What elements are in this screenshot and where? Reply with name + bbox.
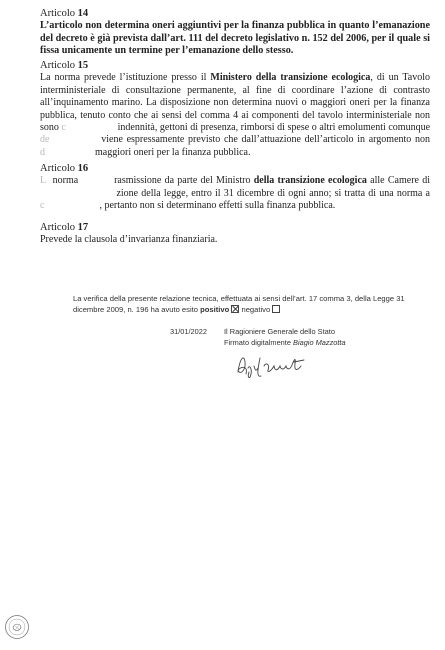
article-17-body bbox=[40, 234, 430, 246]
article-16-line-1c: rasmissione da parte del Ministro bbox=[114, 175, 254, 187]
article-15-line-2: interministeriale di consultazione permanente, al fine di coordinare l’azione di contrasto bbox=[40, 84, 430, 96]
article-17-title bbox=[40, 222, 430, 234]
article-15-line-1a: La norma prevede l’istituzione presso il bbox=[40, 72, 211, 84]
article-16-body bbox=[40, 175, 430, 212]
positive-checkbox bbox=[231, 305, 239, 313]
article-14-line-3: unicamente un termine per l’emanazione dello stesso. bbox=[61, 45, 294, 57]
handwritten-signature bbox=[234, 348, 314, 384]
article-15-line-5b: indennità, gettoni di presenza, rimborsi di spese o altri emolumenti comunque bbox=[117, 122, 431, 134]
article-16-title bbox=[40, 163, 430, 175]
article-15-number: 15 bbox=[77, 60, 89, 71]
article-15-title bbox=[40, 60, 430, 72]
article-14 bbox=[40, 8, 430, 58]
article-14-title bbox=[40, 8, 430, 20]
article-17-line-1: Prevede la clausola d’invarianza finanziaria. bbox=[40, 234, 218, 246]
article-16-line-1a: L bbox=[40, 175, 47, 187]
verification-line-1: La verifica della presente relazione tecnica, effettuata ai sensi dell’art. 17 comma 3, della Legge 31 bbox=[73, 294, 405, 303]
article-16-line-3b: , pertanto non si determinano effetti sulla finanza pubblica. bbox=[99, 200, 336, 212]
article-15-line-7a: d bbox=[40, 146, 45, 158]
article-14-line-2: decreto è già prevista dall’art. 111 del decreto legislativo n. 152 del 2006, per il quale si fissa bbox=[40, 32, 431, 57]
article-17-number: 17 bbox=[77, 222, 89, 233]
article-14-body bbox=[40, 20, 430, 57]
article-16-line-1b: norma bbox=[52, 175, 82, 187]
article-15-line-5a: c bbox=[61, 122, 66, 134]
positive-label: positivo bbox=[200, 304, 230, 314]
signature-date: 31/01/2022 bbox=[170, 327, 207, 336]
signatory-role: Il Ragioniere Generale dello Stato bbox=[224, 327, 335, 336]
article-14-prefix: Articolo bbox=[40, 8, 75, 19]
article-15-line-3: all’inquinamento marino. La disposizione non determina nuovi o maggiori oneri per la finanza bbox=[40, 97, 430, 109]
article-15-body bbox=[40, 72, 430, 159]
article-15-line-6a: de bbox=[40, 134, 50, 146]
verification-line-2: dicembre 2009, n. 196 ha avuto esito bbox=[73, 304, 198, 314]
seal-icon bbox=[4, 614, 30, 640]
article-15-line-1b: , di un Tavolo bbox=[370, 72, 430, 84]
article-16-line-3a: c bbox=[40, 200, 45, 212]
article-15-line-6b: viene espressamente previsto che dall’attuazione dell’articolo in argomento non bbox=[101, 134, 430, 146]
article-16-line-2: zione della legge, entro il 31 dicembre di ogni anno; si tratta di una norma a bbox=[116, 187, 430, 199]
article-14-line-1: L’articolo non determina oneri aggiuntivi per la finanza pubblica in quanto l’emanazione del bbox=[40, 20, 430, 44]
article-16-prefix: Articolo bbox=[40, 163, 75, 174]
article-15 bbox=[40, 60, 430, 159]
article-16-number: 16 bbox=[77, 163, 89, 174]
article-15-prefix: Articolo bbox=[40, 60, 75, 71]
article-16-line-1d: alle Camere di bbox=[366, 175, 431, 187]
article-16-ministry: della transizione ecologica bbox=[253, 175, 367, 187]
article-17 bbox=[40, 222, 430, 247]
article-15-ministry: Ministero della transizione ecologica bbox=[210, 72, 371, 84]
article-15-line-7b: maggiori oneri per la finanza pubblica. bbox=[95, 146, 251, 158]
negative-label: negativo bbox=[241, 304, 271, 314]
signatory-block bbox=[224, 327, 424, 348]
article-14-number: 14 bbox=[77, 8, 89, 19]
article-16 bbox=[40, 163, 430, 213]
verification-statement bbox=[73, 294, 423, 315]
signatory-name: Biagio Mazzotta bbox=[293, 337, 346, 347]
article-17-prefix: Articolo bbox=[40, 222, 75, 233]
negative-checkbox bbox=[272, 305, 280, 313]
article-15-line-4: pubblica, tenuto conto che ai sensi del comma 4 ai componenti del tavolo interministeriale non sono bbox=[40, 109, 430, 134]
signed-digitally-label: Firmato digitalmente bbox=[224, 337, 291, 347]
